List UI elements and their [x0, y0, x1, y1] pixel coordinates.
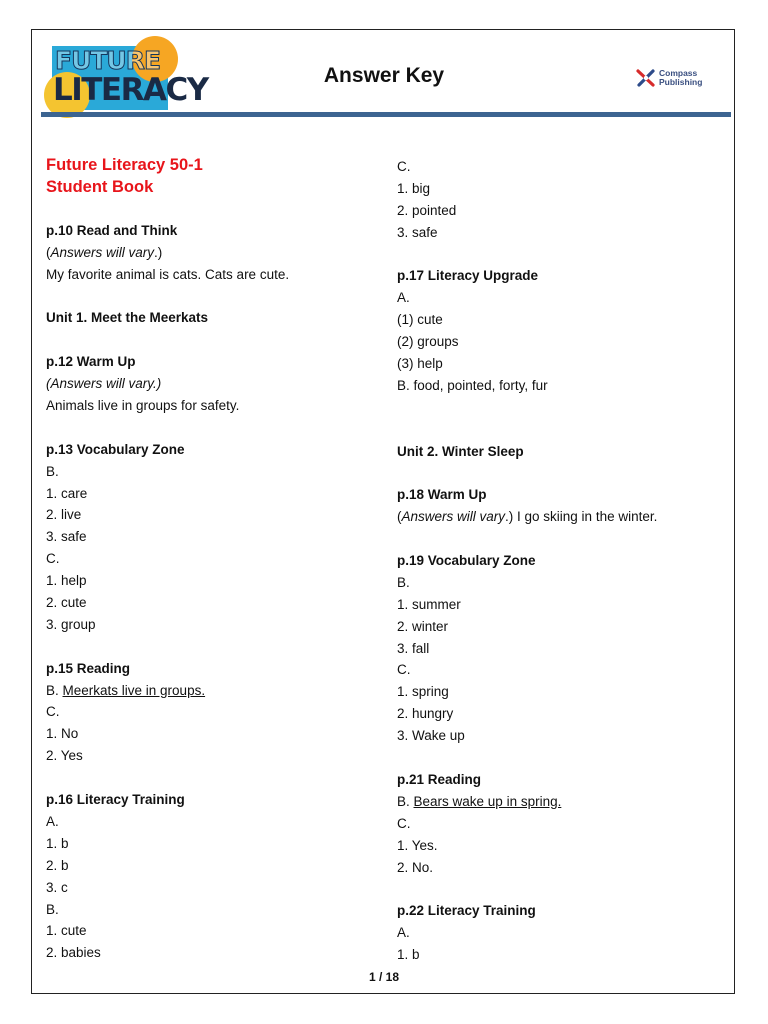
section-heading: p.22 Literacy Training	[397, 903, 536, 919]
answer-line: My favorite animal is cats. Cats are cute.	[46, 266, 290, 282]
answer-line: (3) help	[397, 356, 443, 372]
section-heading: p.19 Vocabulary Zone	[397, 553, 536, 569]
compass-publishing-logo	[636, 68, 702, 88]
answer-line: 1. b	[46, 835, 69, 851]
answer-line: 1. Yes.	[397, 837, 438, 853]
book-subtitle: Student Book	[46, 178, 154, 196]
answer-line: 2. winter	[397, 618, 449, 634]
part-label: C.	[46, 704, 60, 720]
answer-line: 1. cute	[46, 923, 87, 939]
part-label: A.	[397, 290, 410, 306]
answer-line	[46, 242, 376, 264]
header-divider	[41, 112, 731, 117]
section-heading: p.15 Reading	[46, 660, 131, 676]
publisher-name-1: Compass	[659, 68, 698, 78]
answer-line: 2. babies	[46, 945, 101, 961]
underlined-answer: Bears wake up in spring.	[413, 793, 562, 809]
answer-line: 3. safe	[397, 224, 438, 240]
section-heading: p.10 Read and Think	[46, 222, 178, 238]
part-label: A.	[46, 813, 59, 829]
compass-icon	[636, 68, 656, 88]
part-label: B.	[46, 682, 63, 698]
answers-vary-note: Answers will vary	[50, 244, 155, 260]
answer-line: 2. No.	[397, 859, 434, 875]
publisher-name-2: Publishing	[659, 77, 703, 87]
answer-line: 1. care	[46, 485, 88, 501]
part-label: B.	[397, 793, 414, 809]
section-heading: p.13 Vocabulary Zone	[46, 441, 185, 457]
answer-line: 2. cute	[46, 595, 87, 611]
answer-line: 1. No	[46, 726, 79, 742]
answer-line: 2. live	[46, 507, 82, 523]
paren-close: .)	[154, 244, 163, 260]
answer-line: 1. b	[397, 947, 420, 963]
page-title: Answer Key	[323, 64, 445, 87]
paren-open: (	[397, 509, 402, 525]
answer-line: B. food, pointed, forty, fur	[397, 377, 548, 393]
part-label: A.	[397, 925, 410, 941]
page-separator: /	[375, 970, 386, 984]
logo-line-1: FUTURE	[55, 46, 161, 75]
unit-heading: Unit 1. Meet the Meerkats	[46, 310, 209, 326]
answer-line: Animals live in groups for safety.	[46, 398, 240, 414]
part-label: C.	[46, 551, 60, 567]
section-heading: p.21 Reading	[397, 771, 482, 787]
answer-line: 3. safe	[46, 529, 87, 545]
section-heading: p.18 Warm Up	[397, 487, 487, 503]
answer-line: 2. Yes	[46, 748, 83, 764]
answer-line	[397, 506, 727, 528]
answer-line: 3. c	[46, 879, 68, 895]
section-heading: p.16 Literacy Training	[46, 792, 185, 808]
part-label: C.	[397, 159, 411, 174]
part-label: B.	[397, 574, 410, 590]
total-pages: 18	[385, 970, 400, 984]
book-title: Future Literacy 50-1	[46, 156, 203, 174]
answer-line: 1. summer	[397, 596, 461, 612]
part-label: B.	[46, 901, 59, 917]
left-column	[46, 154, 376, 964]
answer-line: 1. big	[397, 180, 431, 196]
answer-line: 2. hungry	[397, 706, 454, 722]
paren-open: (	[46, 244, 51, 260]
answer-line: 1. help	[46, 573, 87, 589]
answer-line: (1) cute	[397, 312, 443, 328]
answer-line: 3. fall	[397, 640, 430, 656]
section-heading: p.12 Warm Up	[46, 354, 136, 370]
part-label: C.	[397, 815, 411, 831]
current-page: 1	[368, 970, 376, 984]
answer-line	[397, 791, 727, 813]
page-number	[0, 970, 768, 984]
answer-line: 3. Wake up	[397, 728, 465, 744]
answer-line: 2. b	[46, 857, 69, 873]
part-label: B.	[46, 463, 59, 479]
answers-vary-note: Answers will vary	[401, 509, 506, 525]
logo-line-2: LITERACY	[53, 72, 208, 108]
answer-line: 2. pointed	[397, 202, 457, 218]
answer-line: 1. spring	[397, 684, 449, 700]
answer-text: .) I go skiing in the winter.	[505, 509, 658, 525]
answer-line: 3. group	[46, 616, 96, 632]
answer-line	[46, 680, 376, 702]
unit-heading: Unit 2. Winter Sleep	[397, 443, 524, 459]
part-label: C.	[397, 662, 411, 678]
right-column	[397, 156, 727, 966]
underlined-answer: Meerkats live in groups.	[62, 682, 206, 698]
answers-vary-note: (Answers will vary.)	[46, 376, 162, 392]
answer-line: (2) groups	[397, 334, 459, 350]
section-heading: p.17 Literacy Upgrade	[397, 268, 539, 284]
